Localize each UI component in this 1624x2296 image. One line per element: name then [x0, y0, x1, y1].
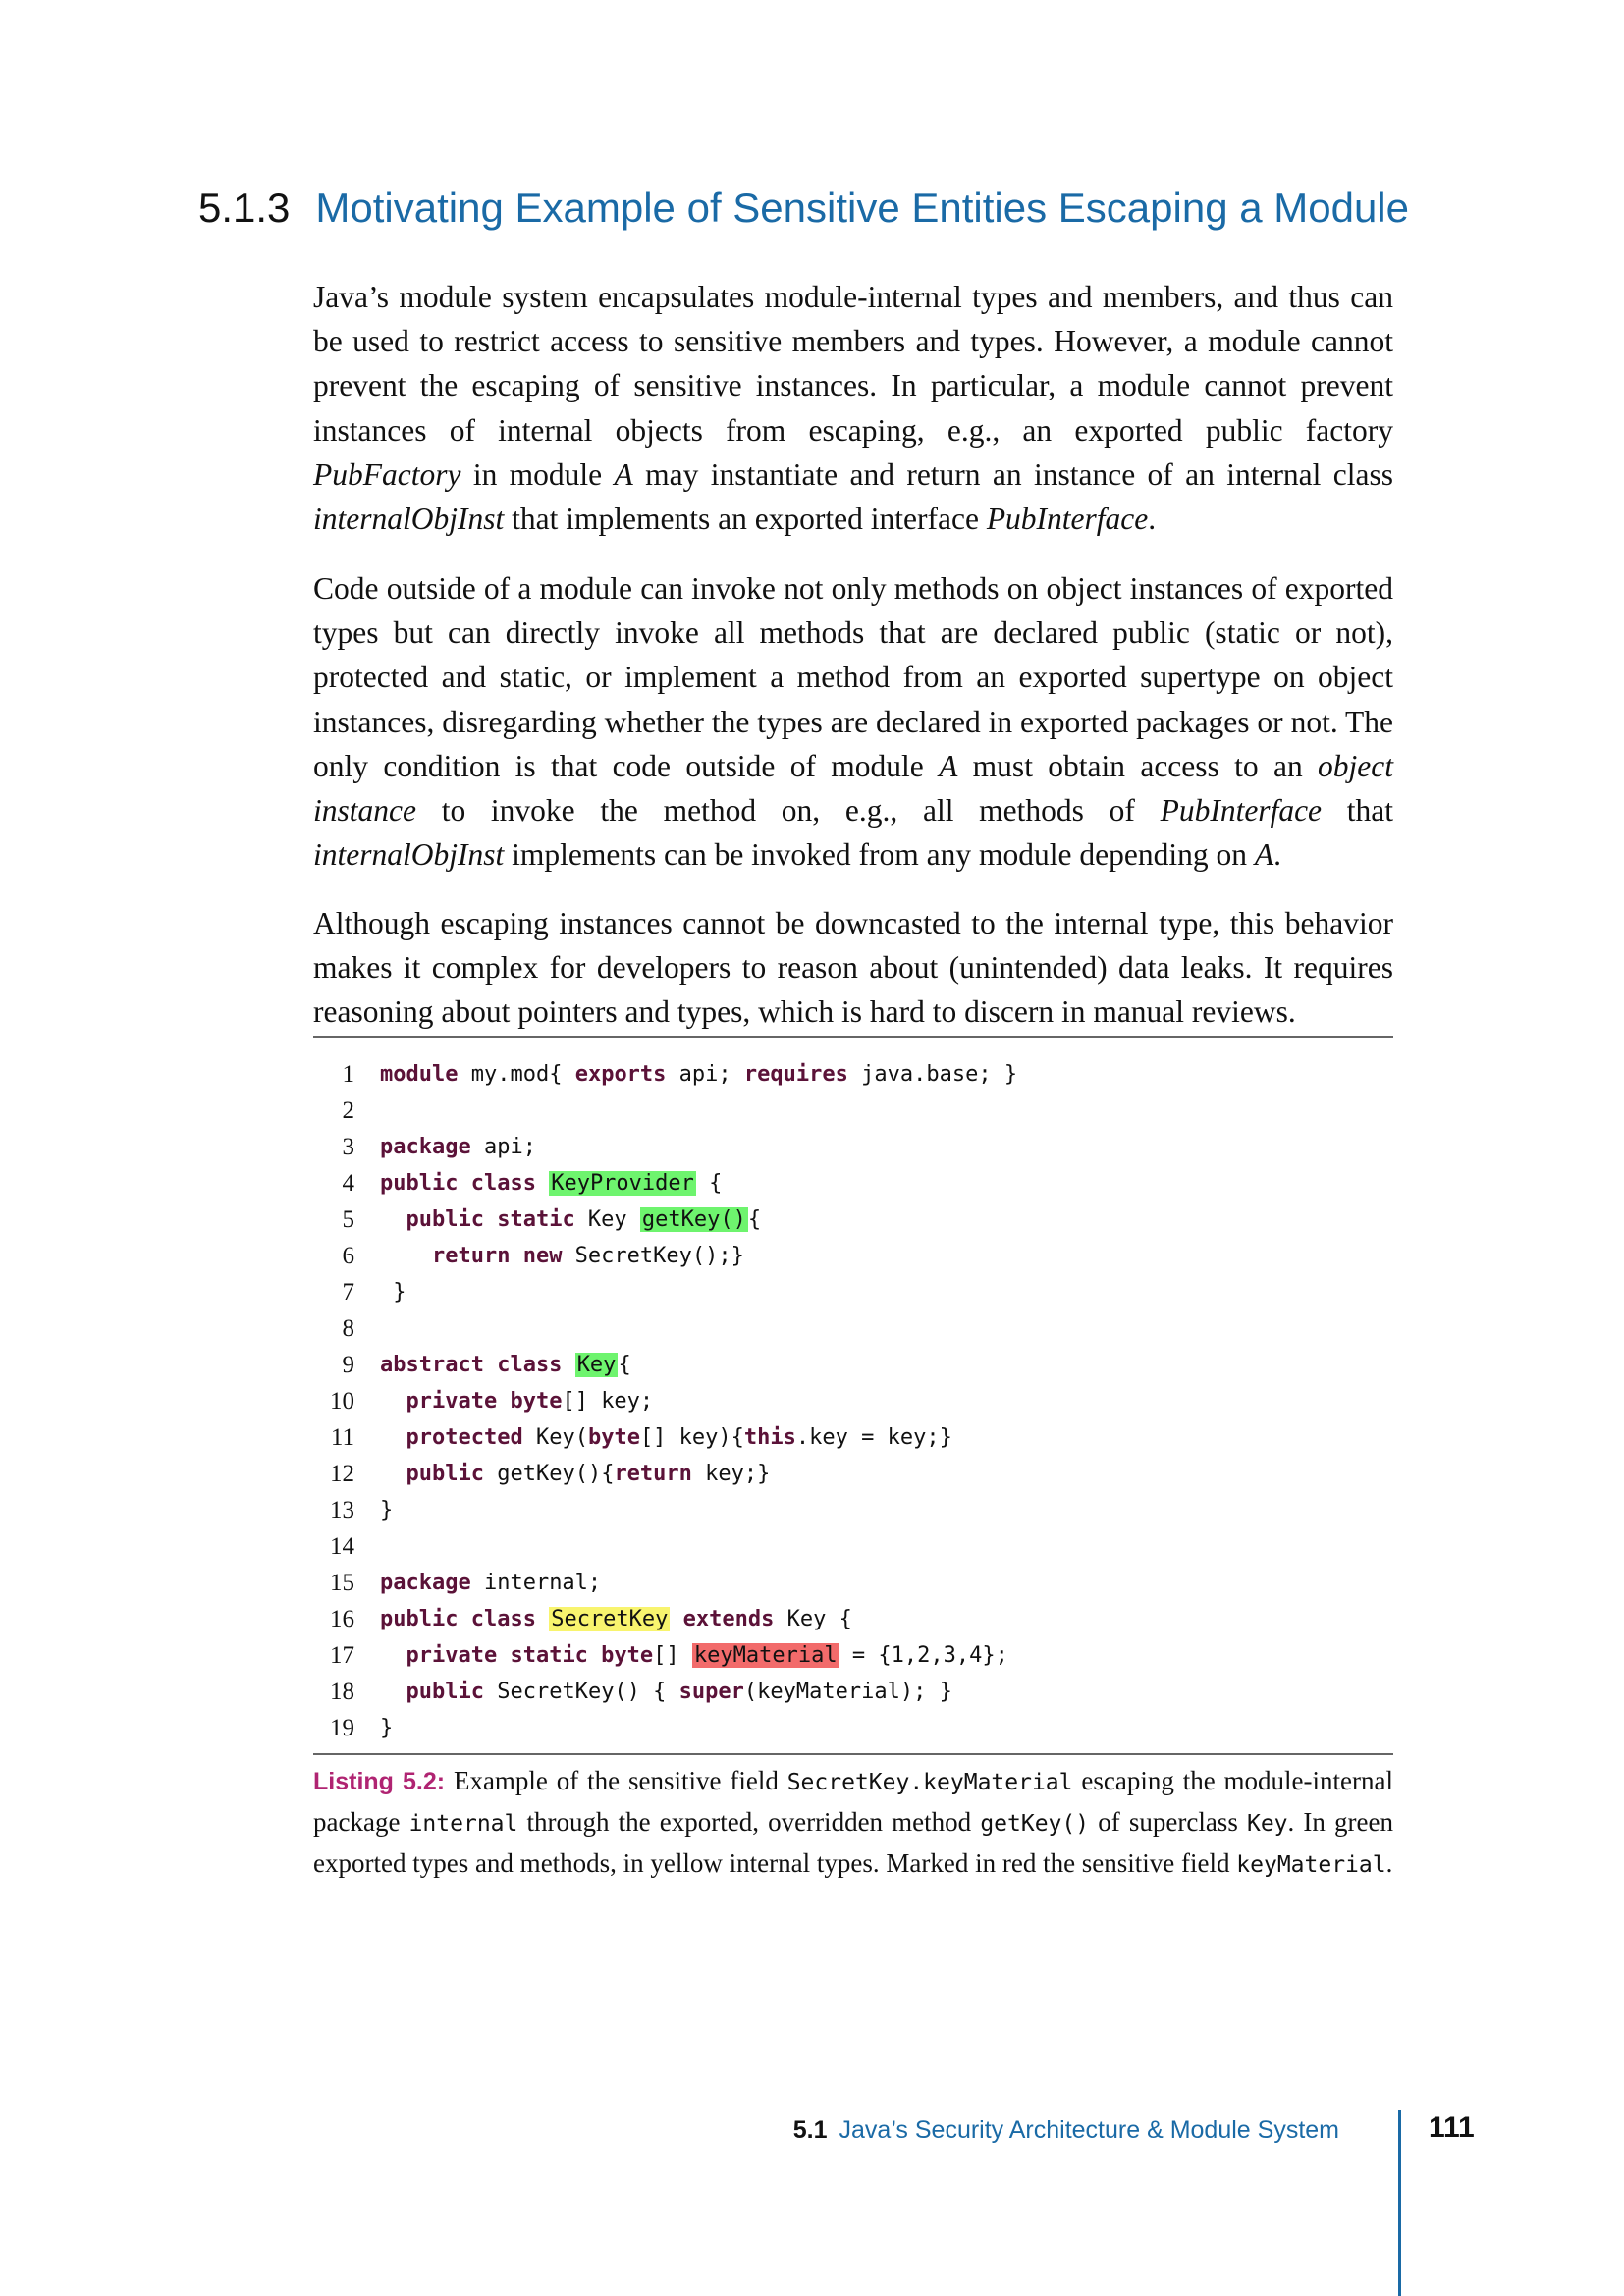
code-text: [380, 1383, 653, 1419]
code-listing: [313, 1056, 1393, 1746]
code-line: [313, 1674, 1393, 1710]
code-keyword: return new: [431, 1244, 563, 1268]
text-run: .: [1148, 502, 1157, 537]
code-line: [313, 1238, 1393, 1274]
code-token: SecretKey() {: [483, 1680, 679, 1704]
code-text: [380, 1492, 393, 1528]
section-heading: [198, 181, 1409, 236]
code-line: [313, 1201, 1393, 1238]
text-run: .: [1385, 1848, 1393, 1878]
text-run: through the exported, overridden method: [517, 1807, 981, 1837]
code-token: [380, 1680, 406, 1704]
code-token: }: [380, 1716, 394, 1740]
code-token: [] key){: [639, 1425, 744, 1450]
listing-caption: [313, 1761, 1393, 1885]
code-token: SecretKey();}: [562, 1244, 744, 1268]
code-keyword: byte: [587, 1425, 640, 1450]
math-run: internalObjInst: [313, 502, 505, 537]
math-run: PubFactory: [313, 456, 461, 492]
code-text: [380, 1129, 536, 1165]
code-run: getKey(): [980, 1811, 1090, 1837]
line-number: 6: [342, 1243, 354, 1269]
code-line: [313, 1419, 1393, 1456]
code-text: [380, 1674, 952, 1710]
line-number: 18: [330, 1679, 354, 1705]
code-keyword: super: [678, 1680, 744, 1704]
highlighted-identifier-green: KeyProvider: [551, 1171, 694, 1196]
code-line: [313, 1565, 1393, 1601]
code-line: [313, 1129, 1393, 1165]
line-number: 5: [342, 1206, 354, 1233]
code-token: getKey(){: [483, 1462, 615, 1486]
code-token: {: [695, 1171, 723, 1196]
code-text: [380, 1056, 1017, 1093]
code-text: [380, 1710, 393, 1746]
code-token: [670, 1607, 682, 1631]
line-number: 9: [342, 1352, 354, 1378]
code-keyword: protected: [406, 1425, 523, 1450]
code-token: [380, 1244, 432, 1268]
code-text: [380, 1165, 722, 1201]
code-keyword: abstract class: [380, 1353, 563, 1377]
text-run: Example of the sensitive field: [445, 1766, 787, 1795]
code-text: [380, 1637, 1008, 1674]
highlighted-identifier-yellow: SecretKey: [551, 1607, 669, 1631]
footer-divider: [1398, 2110, 1401, 2296]
code-token: [380, 1207, 406, 1232]
code-token: [380, 1425, 406, 1450]
code-text: [380, 1601, 852, 1637]
code-run: SecretKey.keyMaterial: [786, 1770, 1073, 1795]
code-keyword: requires: [743, 1062, 848, 1087]
math-run: PubInterface: [986, 502, 1149, 537]
highlighted-identifier-red: keyMaterial: [693, 1643, 838, 1668]
math-run: A: [1254, 837, 1274, 873]
code-token: Key(: [522, 1425, 588, 1450]
footer-section-title: Java’s Security Architecture & Module System: [839, 2116, 1339, 2144]
footer-section-number: 5.1: [792, 2116, 828, 2144]
code-keyword: private byte: [406, 1389, 563, 1414]
code-text: [380, 1238, 744, 1274]
code-line: [313, 1528, 1393, 1565]
line-number: 17: [330, 1642, 354, 1669]
code-token: java.base; }: [847, 1062, 1018, 1087]
math-run: A: [614, 456, 633, 492]
code-line: [313, 1601, 1393, 1637]
text-run: that implements an exported interface: [504, 502, 987, 537]
paragraph-1: [313, 275, 1393, 541]
code-line: [313, 1056, 1393, 1093]
code-text: [380, 1201, 761, 1238]
line-number: 8: [342, 1315, 354, 1342]
code-run: Key: [1246, 1811, 1288, 1837]
code-token: {: [747, 1207, 762, 1232]
code-keyword: module: [380, 1062, 459, 1087]
code-text: [380, 1419, 952, 1456]
code-token: }: [380, 1498, 394, 1522]
text-run: .: [1273, 837, 1281, 873]
code-line: [313, 1383, 1393, 1419]
code-line: [313, 1637, 1393, 1674]
text-run: to invoke the method on, e.g., all methods of: [415, 793, 1161, 828]
code-keyword: extends: [682, 1607, 775, 1631]
code-token: my.mod{: [458, 1062, 575, 1087]
text-run: escaping the module-internal package: [313, 1766, 1393, 1837]
code-keyword: this: [743, 1425, 796, 1450]
code-token: [380, 1389, 406, 1414]
text-run: Although escaping instances cannot be downcasted to the internal type, this behavior makes it complex for developers to reason about (unintended) data leaks. It requires reasoning about pointers and types, which is hard to discern in manual reviews.: [313, 906, 1393, 1030]
paragraph-3: [313, 901, 1393, 1035]
paragraph-2: [313, 566, 1393, 877]
line-number: 7: [342, 1279, 354, 1306]
text-run: that: [1322, 793, 1393, 828]
code-run: keyMaterial: [1236, 1852, 1386, 1878]
code-line: [313, 1456, 1393, 1492]
text-run: of superclass: [1089, 1807, 1247, 1837]
code-text: [380, 1347, 631, 1383]
caption-label: Listing 5.2:: [313, 1768, 446, 1795]
code-token: Key {: [774, 1607, 852, 1631]
line-number: 19: [330, 1715, 354, 1741]
code-keyword: public static: [406, 1207, 575, 1232]
code-token: []: [653, 1643, 692, 1668]
listing-top-rule: [313, 1036, 1393, 1038]
math-run: PubInterface: [1160, 793, 1323, 828]
code-text: [380, 1456, 770, 1492]
text-run: . In green exported types and methods, in yellow internal types. Marked in red the sensitive field: [313, 1807, 1393, 1878]
code-line: [313, 1310, 1393, 1347]
code-token: [562, 1353, 574, 1377]
line-number: 12: [330, 1461, 354, 1487]
code-text: [380, 1274, 406, 1310]
code-line: [313, 1710, 1393, 1746]
code-token: (keyMaterial); }: [743, 1680, 952, 1704]
text-run: Code outside of a module can invoke not only methods on object instances of exported types but can directly invoke all methods that are declared public (static or not), protected and static, or implement a method from an exported supertype on object instances, disregarding whether the types are declared in exported packages or not. The only condition is that code outside of module: [313, 571, 1393, 783]
code-token: [] key;: [562, 1389, 654, 1414]
code-line: [313, 1274, 1393, 1310]
code-token: key;}: [691, 1462, 771, 1486]
line-number: 10: [330, 1388, 354, 1415]
section-number: 5.1.3: [198, 185, 291, 231]
line-number: 11: [330, 1424, 354, 1451]
highlighted-identifier-green: Key: [576, 1353, 617, 1377]
page-number: 111: [1429, 2111, 1475, 2144]
code-token: [380, 1462, 406, 1486]
line-number: 13: [330, 1497, 354, 1523]
code-run: internal: [408, 1811, 518, 1837]
code-token: [380, 1643, 406, 1668]
code-token: [536, 1607, 549, 1631]
listing-bottom-rule: [313, 1753, 1393, 1755]
code-text: [380, 1565, 601, 1601]
code-keyword: return: [614, 1462, 692, 1486]
section-title: Motivating Example of Sensitive Entities Escaping a Module: [315, 185, 1409, 231]
line-number: 1: [342, 1061, 354, 1088]
running-footer: [793, 2112, 1339, 2148]
highlighted-identifier-green: getKey(): [641, 1207, 746, 1232]
line-number: 14: [330, 1533, 354, 1560]
text-run: implements can be invoked from any module depending on: [504, 837, 1255, 873]
line-number: 2: [342, 1097, 354, 1124]
code-keyword: public class: [380, 1607, 536, 1631]
line-number: 16: [330, 1606, 354, 1632]
emphasis-run: object instance: [313, 748, 1393, 828]
code-token: }: [380, 1280, 406, 1305]
code-token: .key = key;}: [795, 1425, 952, 1450]
code-keyword: package: [380, 1571, 471, 1595]
math-run: internalObjInst: [313, 837, 505, 873]
code-token: [536, 1171, 549, 1196]
code-line: [313, 1347, 1393, 1383]
code-line: [313, 1492, 1393, 1528]
code-token: internal;: [470, 1571, 602, 1595]
text-run: in module: [460, 456, 615, 492]
code-line: [313, 1165, 1393, 1201]
code-keyword: exports: [574, 1062, 667, 1087]
code-token: = {1,2,3,4};: [839, 1643, 1008, 1668]
line-number: 3: [342, 1134, 354, 1160]
text-run: may instantiate and return an instance of an internal class: [632, 456, 1393, 492]
code-token: api;: [666, 1062, 744, 1087]
code-token: {: [618, 1353, 631, 1377]
line-number: 4: [342, 1170, 354, 1197]
code-keyword: public class: [380, 1171, 536, 1196]
code-keyword: package: [380, 1135, 471, 1159]
code-keyword: public: [406, 1680, 484, 1704]
code-token: api;: [470, 1135, 536, 1159]
text-run: Java’s module system encapsulates module-internal types and members, and thus can be used to restrict access to sensitive members and types. However, a module cannot prevent the escaping of sensitive instances. In particular, a module cannot prevent instances of internal objects from escaping, e.g., an exported public factory: [313, 280, 1393, 448]
text-run: must obtain access to an: [957, 748, 1319, 783]
line-number: 15: [330, 1570, 354, 1596]
code-keyword: public: [406, 1462, 484, 1486]
code-line: [313, 1093, 1393, 1129]
math-run: A: [939, 748, 958, 783]
code-keyword: private static byte: [406, 1643, 654, 1668]
code-token: Key: [574, 1207, 640, 1232]
